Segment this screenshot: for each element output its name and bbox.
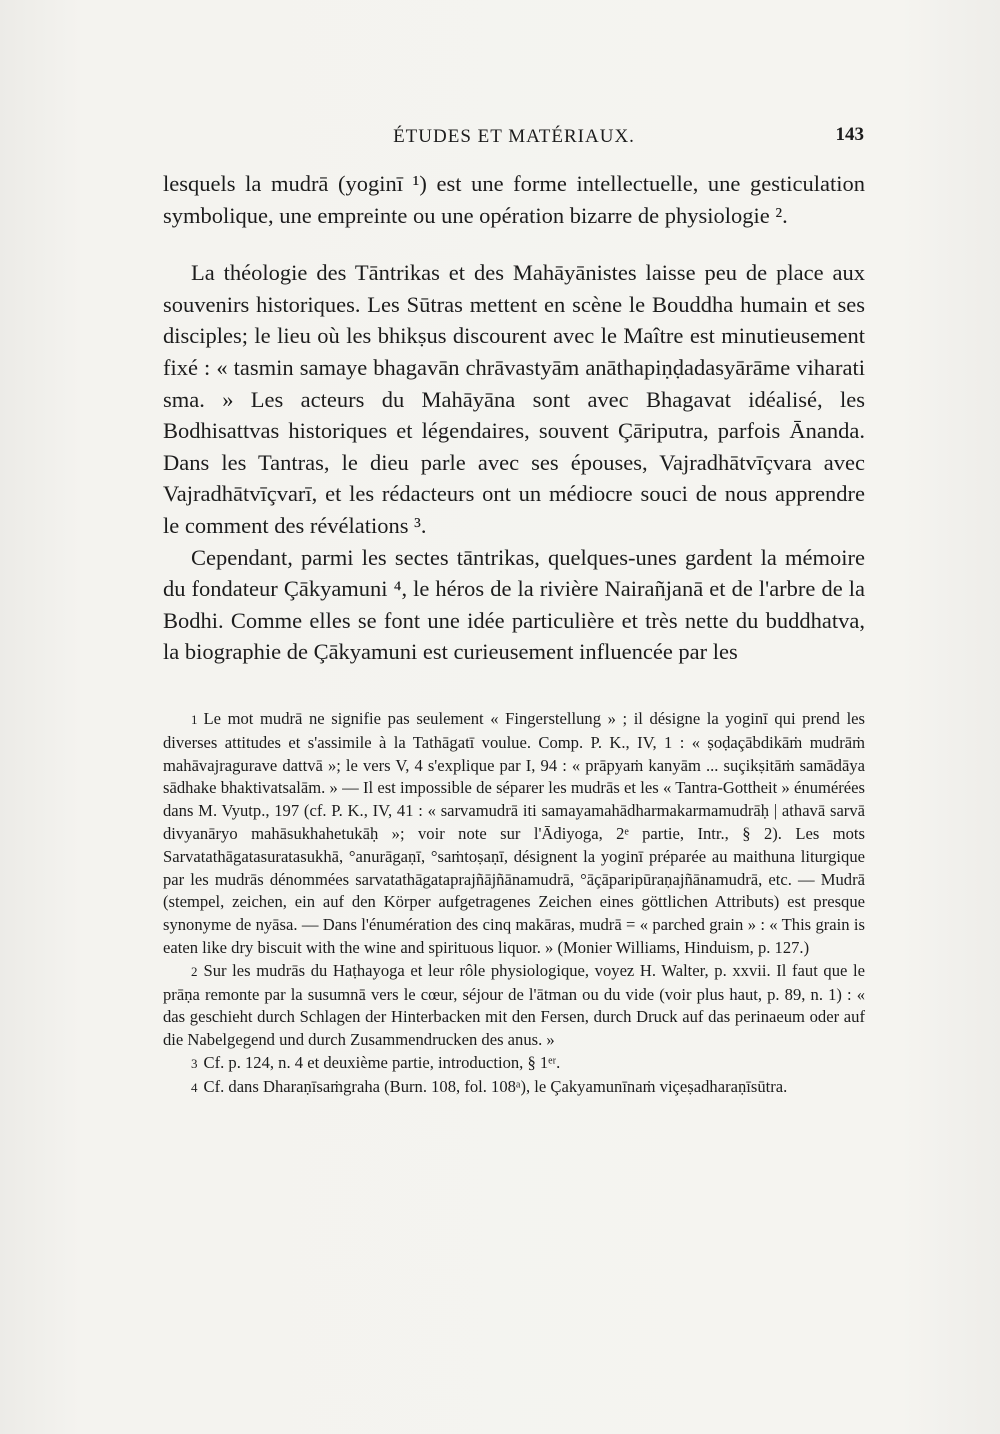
footnote-1-text: Le mot mudrā ne signifie pas seulement « Fingerstellung » ; il désigne la yoginī qui prend les diverses attitudes et s'assimile à la Tathāgatī voulue. Comp. P. K., IV, 1 : « ṣoḍaçābdikāṁ mudrāṁ mahāvajragurave dattvā »; le vers V, 4 s'explique par I, 94 : « prāpyaṁ kanyām ... suçikṣitāṁ samādāya sādhake bhaktivatsalām. » — Il est impossible de séparer les mudrās et les « Tantra-Gottheit » énumérées dans M. Vyutp., 197 (cf. P. K., IV, 41 : « sarvamudrā iti samayamahādharmakarmamudrāḥ | athavā sarvā divyanāryo mahāsukhahetukāḥ »; voir note sur l'Ādiyoga, 2ᵉ partie, Intr., § 2). Les mots Sarvatathāgatasuratasukhā, °anurāgaṇī, °saṁtoṣaṇī, désignent la yoginī préparée au maithuna liturgique par les mudrās dénommées sarvatathāgataprajñājñānamudrā, °āçāparipūraṇajñānamudrā, etc. — Mudrā (stempel, zeichen, ein auf den Körper aufgetragenes Zeichen eines göttlichen Attributs) est presque synonyme de nyāsa. — Dans l'énumération des cinq makāras, mudrā = « parched grain » : « This grain is eaten like dry biscuit with the wine and spirituous liquor. » (Monier Williams, Hinduism, p. 127.) — [163, 709, 865, 957]
footnote-1-number: 1 — [191, 712, 198, 727]
running-head-title: ÉTUDES ET MATÉRIAUX. — [393, 126, 635, 147]
footnote-4-text: Cf. dans Dharaṇīsaṁgraha (Burn. 108, fol. 108ᵃ), le Çakyamunīnaṁ viçeṣadharaṇīsūtra. — [203, 1076, 788, 1096]
body-text — [163, 168, 865, 668]
footnote-1 — [163, 708, 865, 960]
running-head — [164, 122, 864, 152]
paragraph-3: Cependant, parmi les sectes tāntrikas, quelques-unes gardent la mémoire du fondateur Çākyamuni ⁴, le héros de la rivière Nairañjanā et de l'arbre de la Bodhi. Comme elles se font une idée particulière et très nette du buddhatva, la biographie de Çākyamuni est curieusement influencée par les — [163, 544, 865, 665]
footnote-3-text: Cf. p. 124, n. 4 et deuxième partie, introduction, § 1ᵉʳ. — [203, 1052, 561, 1072]
footnote-2-text: Sur les mudrās du Haṭhayoga et leur rôle physiologique, voyez H. Walter, p. xxvii. Il faut que le prāṇa remonte par la susumnā vers le cœur, séjour de l'ātman ou du vide (voir plus haut, p. 89, n. 1) : « das geschieht durch Schlagen der Hinterbacken mit den Fersen, durch Druck auf das perinaeum oder auf die Nabelgegend und durch Zusammendrucken des anus. » — [163, 960, 865, 1050]
page-number: 143 — [835, 124, 864, 145]
footnote-3 — [163, 1052, 865, 1076]
paragraph-1: lesquels la mudrā (yoginī ¹) est une forme intellectuelle, une gesticulation symbolique, une empreinte ou une opération bizarre de physiologie ². — [163, 171, 865, 228]
footnote-4 — [163, 1076, 865, 1100]
footnotes — [163, 708, 865, 1100]
footnote-2-number: 2 — [191, 963, 198, 979]
footnote-3-number: 3 — [191, 1055, 198, 1071]
paragraph-2: La théologie des Tāntrikas et des Mahāyānistes laisse peu de place aux souvenirs historiques. Les Sūtras mettent en scène le Bouddha humain et ses disciples; le lieu où les bhikṣus discourent avec le Maître est minutieusement fixé : « tasmin samaye bhagavān chrāvastyām anāthapiṇḍadasyārāme viharati sma. » Les acteurs du Mahāyāna sont avec Bhagavat idéalisé, les Bodhisattvas historiques et légendaires, souvent Çāriputra, parfois Ānanda. Dans les Tantras, le dieu parle avec ses épouses, Vajradhātvīçvara avec Vajradhātvīçvarī, et les rédacteurs ont un médiocre souci de nous apprendre le comment des révélations ³. — [163, 260, 865, 538]
footnote-2 — [163, 960, 865, 1052]
footnote-4-number: 4 — [191, 1079, 198, 1095]
